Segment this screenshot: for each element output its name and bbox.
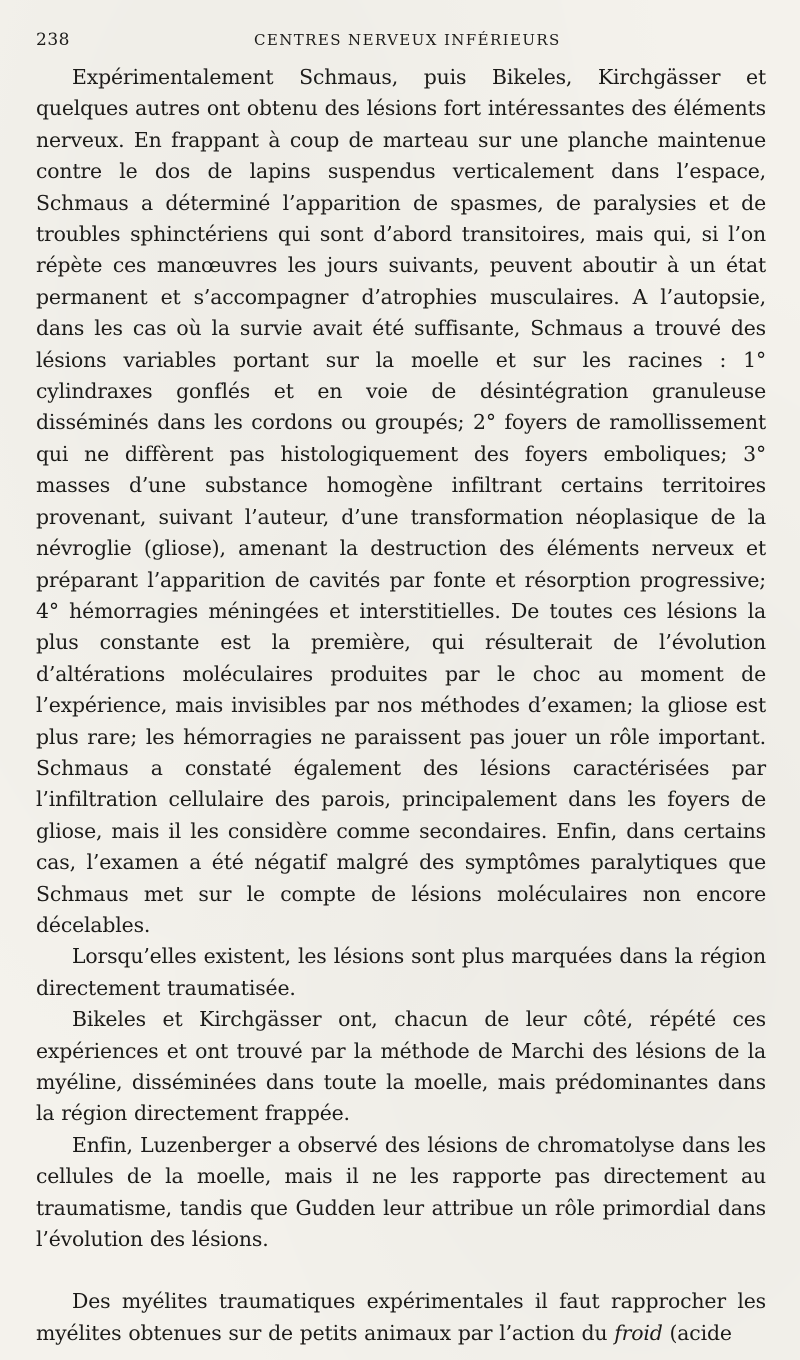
page-number: 238 <box>36 30 70 50</box>
paragraph: Bikeles et Kirchgässer ont, chacun de leur côté, répété ces expériences et ont trouvé par la méthode de Marchi des lésions de la myéline, disséminées dans toute la moelle, mais prédominantes dans la région directement frappée. <box>36 1007 766 1126</box>
paragraph: Expérimentalement Schmaus, puis Bikeles, Kirchgässer et quelques autres ont obtenu des lésions fort intéressantes des éléments nerveux. En frappant à coup de marteau sur une planche maintenue contre le dos de lapins suspendus verticalement dans l’espace, Schmaus a déterminé l’apparition de spasmes, de paralysies et de troubles sphinctériens qui sont d’abord transitoires, mais qui, si l’on répète ces manœuvres les jours suivants, peuvent aboutir à un état permanent et s’accompagner d’atrophies musculaires. A l’autopsie, dans les cas où la survie avait été suffisante, Schmaus a trouvé des lésions variables portant sur la moelle et sur les racines : 1° cylindraxes gonflés et en voie de désintégration granuleuse disséminés dans les cordons ou groupés; 2° foyers de ramollissement qui ne diffèrent pas histologiquement des foyers emboliques; 3° masses d’une substance homogène infiltrant certains territoires provenant, suivant l’auteur, d’une transformation néoplasique de la névroglie (gliose), amenant la destruction des éléments nerveux et préparant l’apparition de cavités par fonte et résorption progressive; 4° hémorragies méningées et interstitielles. De toutes ces lésions la plus constante est la première, qui résulterait de l’évolution d’altérations moléculaires produites par le choc au moment de l’expérience, mais invisibles par nos méthodes d’examen; la gliose est plus rare; les hémorragies ne paraissent pas jouer un rôle important. Schmaus a constaté également des lésions caractérisées par l’infiltration cellulaire des parois, principalement dans les foyers de gliose, mais il les considère comme secondaires. Enfin, dans certains cas, l’examen a été négatif malgré des symptômes paralytiques que Schmaus met sur le compte de lésions moléculaires non encore décelables. <box>36 65 766 937</box>
text-run: Des myélites traumatiques expérimentales il faut rapprocher les myélites obtenues sur de petits animaux par l’action du <box>36 1289 766 1345</box>
text-run: (acide <box>662 1320 732 1345</box>
paragraph: Enfin, Luzenberger a observé des lésions de chromatolyse dans les cellules de la moelle, mais il ne les rapporte pas directement au traumatisme, tandis que Gudden leur attribue un rôle primordial dans l’évolution des lésions. <box>36 1132 766 1252</box>
running-title: CENTRES NERVEUX INFÉRIEURS <box>254 31 561 49</box>
paragraph-last <box>36 1286 766 1349</box>
running-head <box>36 30 766 58</box>
paragraph: Lorsqu’elles existent, les lésions sont plus marquées dans la région directement traumatisée. <box>36 944 766 1000</box>
body-text <box>36 62 766 1349</box>
emphasis-text: froid <box>614 1320 663 1345</box>
